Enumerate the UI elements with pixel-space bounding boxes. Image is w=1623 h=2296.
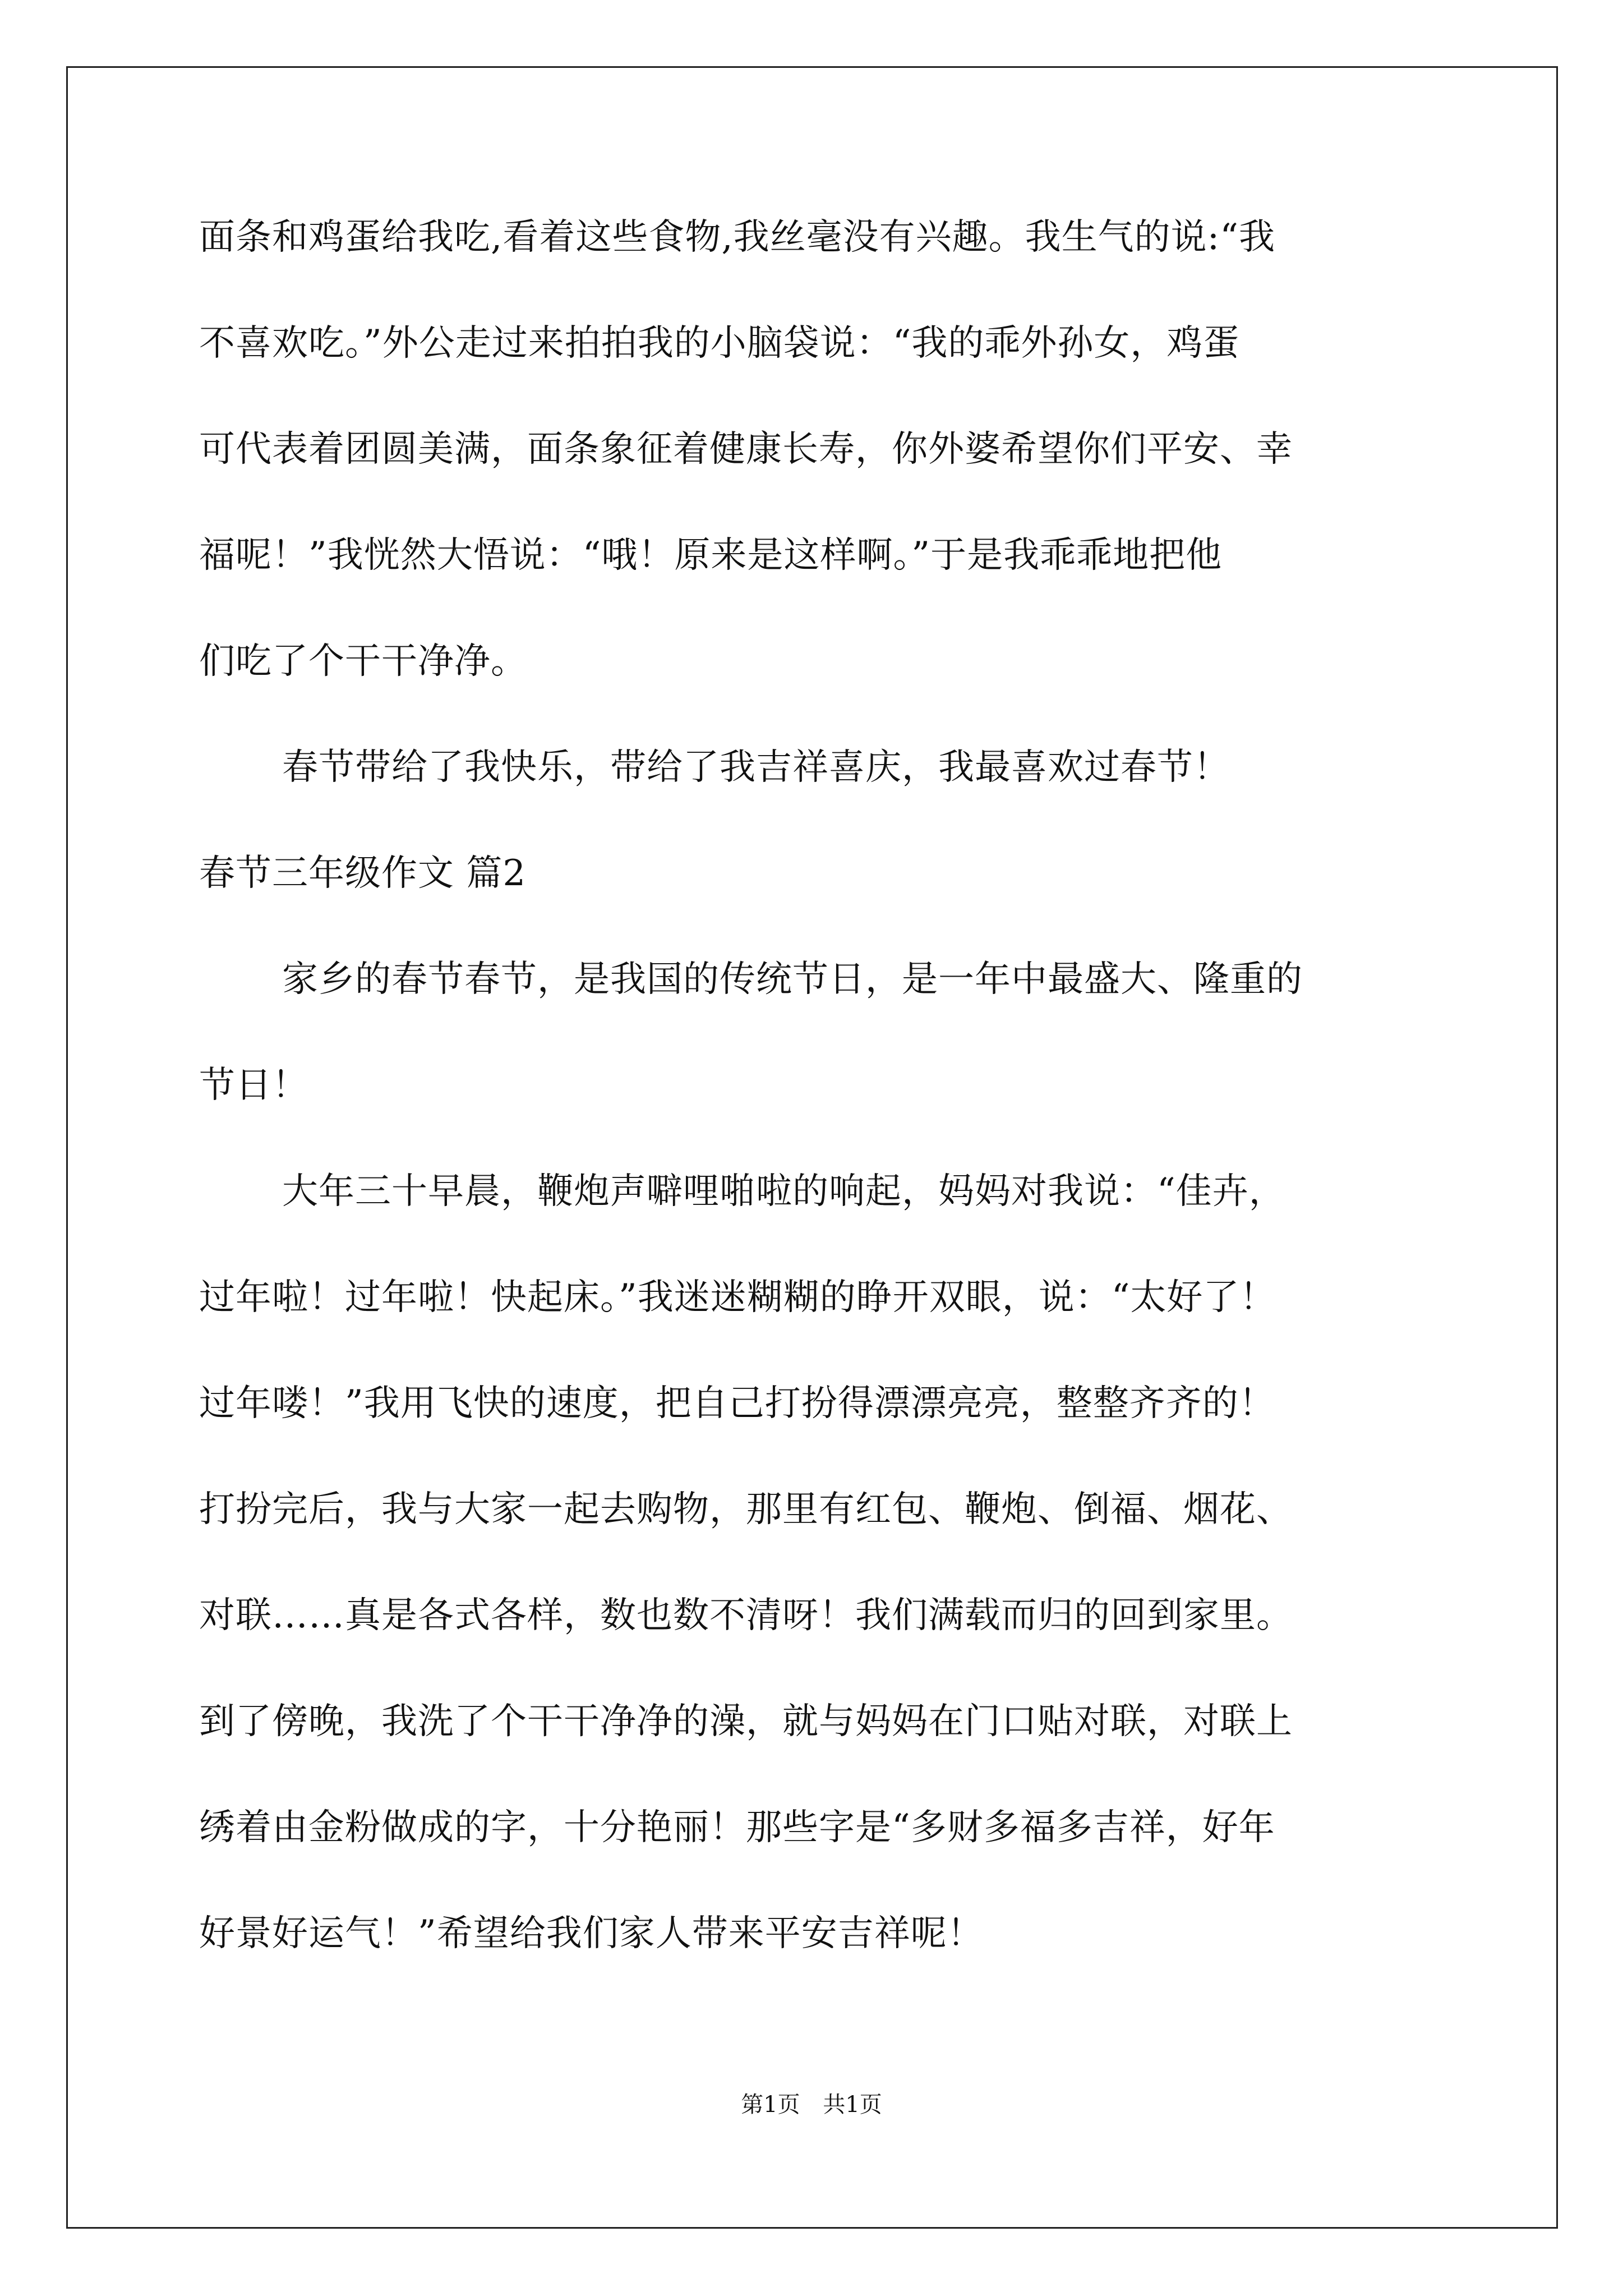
text-line: 好景好运气！”希望给我们家人带来平安吉祥呢！: [199, 1913, 984, 1954]
page-total: 共1页: [823, 2092, 882, 2118]
text-line: 过年啦！过年啦！快起床。”我迷迷糊糊的睁开双眼，说：“太好了！: [199, 1277, 1276, 1318]
text-line: 不喜欢吃。”外公走过来拍拍我的小脑袋说：“我的乖外孙女，鸡蛋: [199, 323, 1240, 364]
text-line: 春节带给了我快乐，带给了我吉祥喜庆，我最喜欢过春节！: [282, 747, 1230, 788]
text-line: 过年喽！”我用飞快的速度，把自己打扮得漂漂亮亮，整整齐齐的！: [199, 1383, 1275, 1424]
text-line: 面条和鸡蛋给我吃,看着这些食物,我丝毫没有兴趣。我生气的说:“我: [199, 217, 1275, 258]
text-line: 大年三十早晨，鞭炮声噼哩啪啦的响起，妈妈对我说：“佳卉，: [282, 1171, 1285, 1212]
text-line: 到了傍晚，我洗了个干干净净的澡，就与妈妈在门口贴对联，对联上: [199, 1701, 1293, 1742]
text-line: 可代表着团圆美满，面条象征着健康长寿，你外婆希望你们平安、幸: [199, 429, 1293, 470]
section-heading: 春节三年级作文 篇2: [199, 853, 527, 894]
page-number: 第1页: [741, 2092, 800, 2118]
text-line: 节日！: [199, 1065, 308, 1106]
text-line: 绣着由金粉做成的字，十分艳丽！那些字是“多财多福多吉祥，好年: [199, 1807, 1275, 1848]
text-line: 对联……真是各式各样，数也数不清呀！我们满载而归的回到家里。: [199, 1595, 1293, 1636]
text-line: 家乡的春节春节，是我国的传统节日，是一年中最盛大、隆重的: [282, 959, 1303, 1000]
text-line: 们吃了个干干净净。: [199, 641, 527, 682]
page-footer: [0, 2087, 1623, 2119]
text-line: 打扮完后，我与大家一起去购物，那里有红包、鞭炮、倒福、烟花、: [199, 1489, 1293, 1530]
document-body: [199, 218, 1427, 2020]
text-line: 福呢！”我恍然大悟说：“哦！原来是这样啊。”于是我乖乖地把他: [199, 535, 1223, 576]
